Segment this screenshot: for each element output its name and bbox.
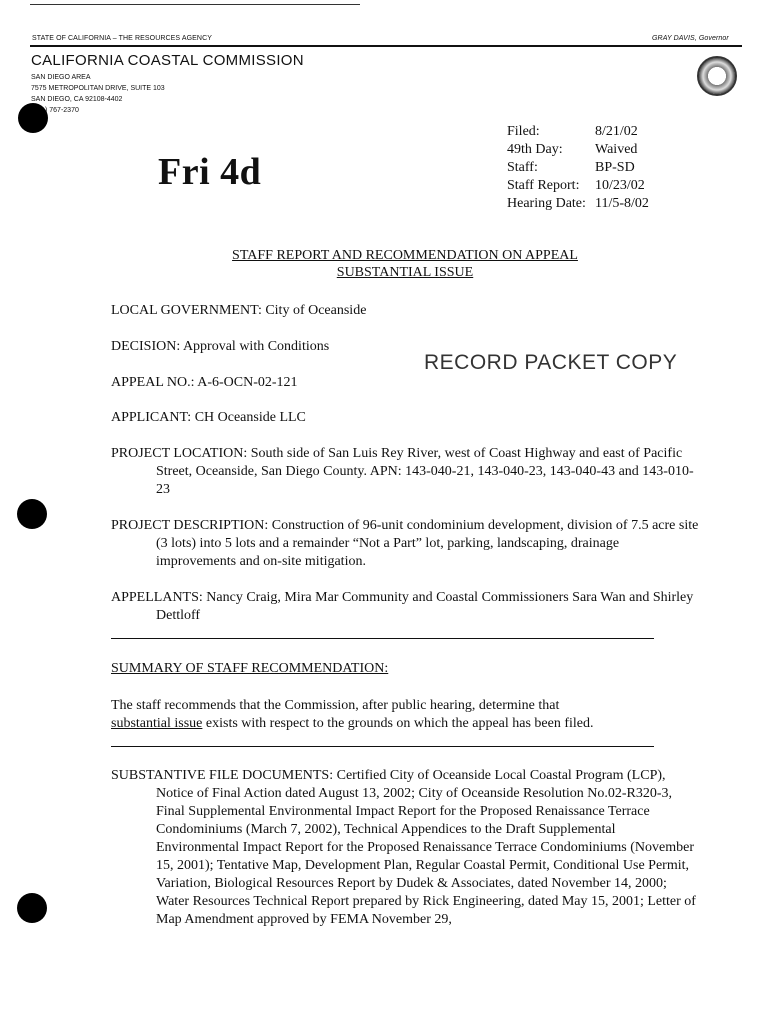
hole-punch-bottom — [17, 893, 47, 923]
project-description-field: PROJECT DESCRIPTION: Construction of 96-unit condominium development, division of 7.5 acre site (3 lots) into 5 lots and a remainder “Not a Part” lot, parking, landscaping, drainage improvements and on-site mitigation. — [111, 518, 699, 569]
commission-name: CALIFORNIA COASTAL COMMISSION — [31, 52, 304, 69]
appellants-field: APPELLANTS: Nancy Craig, Mira Mar Community and Coastal Commissioners Sara Wan and Shirley Dettloff — [111, 590, 694, 623]
appeal-number-field: APPEAL NO.: A-6-OCN-02-121 — [111, 375, 298, 390]
filing-row — [507, 159, 649, 177]
substantive-file-documents: SUBSTANTIVE FILE DOCUMENTS: Certified City of Oceanside Local Coastal Program (LCP), Notice of Final Action dated August 13, 2002; City of Oceanside Resolution No.02-R320-3, Final Supplemental Environmental Impact Report for the Proposed Renaissance Terrace Condominiums (March 7, 2002), Technical Appendices to the Draft Supplemental Environmental Impact Report for the Proposed Renaissance Terrace Condominiums (November 15, 2001); Tentative Map, Development Plan, Regular Coastal Permit, Conditional Use Permit, Variation, Biological Resources Report by Dudek & Associates, dated November 14, 2000; Water Resources Technical Report prepared by Rick Engineering, dated May 15, 2001; Letter of Map Amendment approved by FEMA November 29, — [111, 768, 696, 927]
address-line-1: 7575 METROPOLITAN DRIVE, SUITE 103 — [31, 85, 165, 92]
filing-value: 10/23/02 — [595, 178, 645, 193]
divider-2 — [111, 746, 654, 747]
filing-label: Staff: — [507, 160, 538, 175]
filing-value: Waived — [595, 142, 638, 157]
filing-row — [507, 195, 649, 213]
summary-text-end: exists with respect to the grounds on which the appeal has been filed. — [202, 716, 594, 731]
filing-row — [507, 141, 649, 159]
summary-text-start: The staff recommends that the Commission, after public hearing, determine that — [111, 698, 560, 713]
summary-text — [111, 697, 656, 733]
filing-value: 8/21/02 — [595, 124, 638, 139]
governor-line: GRAY DAVIS, Governor — [652, 35, 729, 42]
filing-info-table — [507, 123, 649, 213]
agenda-item: Fri 4d — [158, 151, 262, 193]
filing-label: Filed: — [507, 124, 540, 139]
filing-label: Hearing Date: — [507, 196, 586, 211]
address-line-2: SAN DIEGO, CA 92108-4402 — [31, 96, 123, 103]
report-title — [155, 247, 655, 281]
local-government-field: LOCAL GOVERNMENT: City of Oceanside — [111, 303, 367, 318]
filing-label: 49th Day: — [507, 142, 563, 157]
filing-row — [507, 177, 649, 195]
state-seal-icon — [697, 56, 737, 96]
hole-punch-middle — [17, 499, 47, 529]
area-line: SAN DIEGO AREA — [31, 74, 91, 81]
phone-line: ) 767-2370 — [45, 107, 79, 114]
summary-underlined-term: substantial issue — [111, 716, 203, 731]
decision-field: DECISION: Approval with Conditions — [111, 339, 330, 354]
header-rule — [30, 45, 742, 47]
commission-address — [31, 72, 165, 116]
filing-value: BP-SD — [595, 160, 635, 175]
project-location-field: PROJECT LOCATION: South side of San Luis Rey River, west of Coast Highway and east of Pacific Street, Oceanside, San Diego County. APN: 143-040-21, 143-040-23, 143-040-43 and 143-010-23 — [111, 446, 694, 497]
filing-value: 11/5-8/02 — [595, 196, 649, 211]
applicant-field: APPLICANT: CH Oceanside LLC — [111, 410, 306, 425]
summary-heading: SUMMARY OF STAFF RECOMMENDATION: — [111, 661, 389, 676]
filing-label: Staff Report: — [507, 178, 580, 193]
divider-1 — [111, 638, 654, 639]
agency-line: STATE OF CALIFORNIA – THE RESOURCES AGENCY — [32, 35, 213, 42]
report-title-line-2: SUBSTANTIAL ISSUE — [336, 265, 474, 280]
scan-top-line — [30, 4, 360, 5]
record-packet-stamp: RECORD PACKET COPY — [424, 351, 678, 374]
report-title-line-1: STAFF REPORT AND RECOMMENDATION ON APPEAL — [232, 248, 578, 263]
filing-row — [507, 123, 649, 141]
